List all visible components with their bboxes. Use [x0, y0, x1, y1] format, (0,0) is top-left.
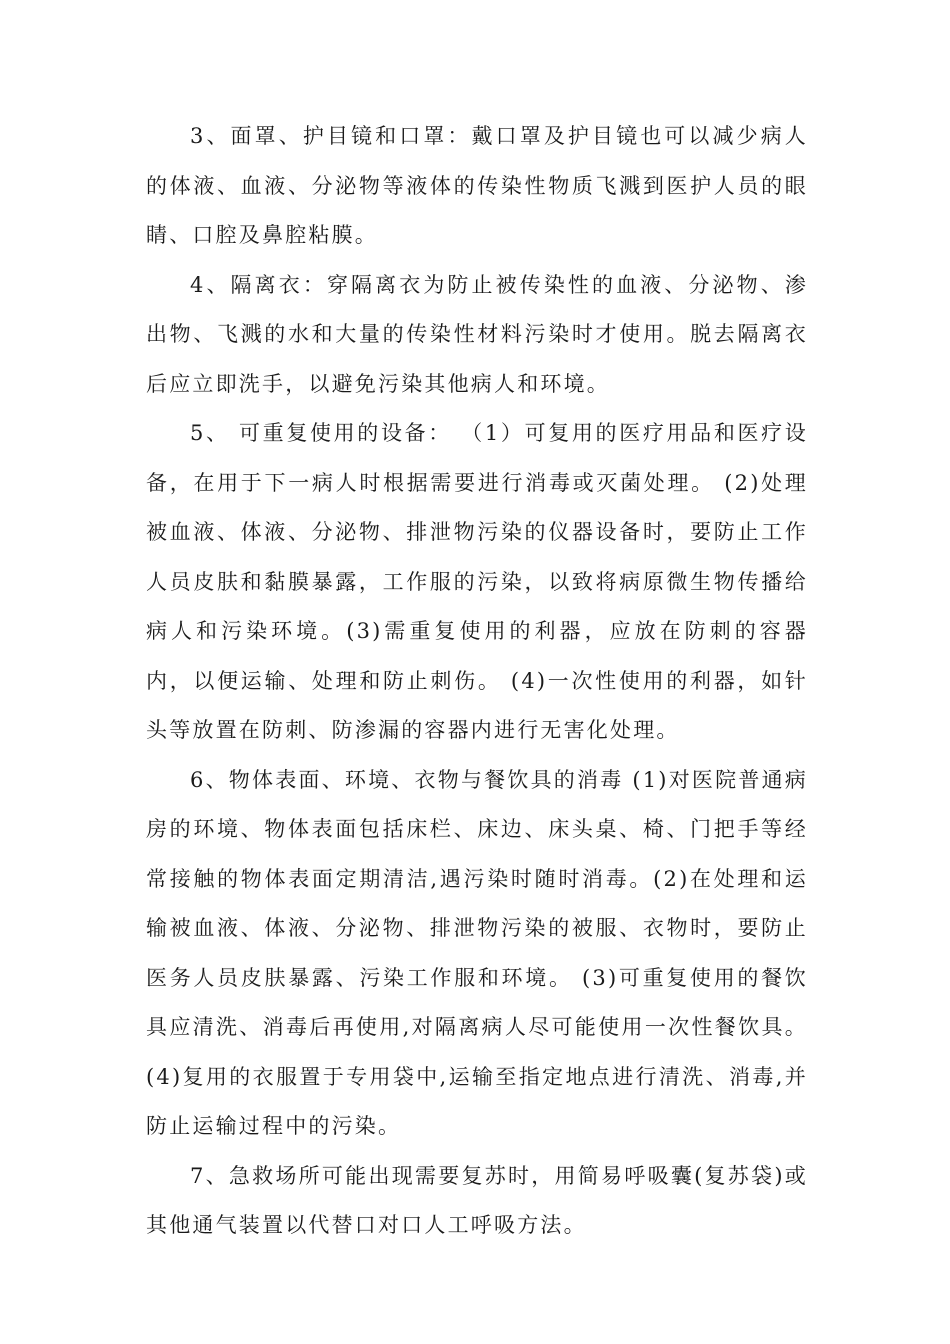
paragraph-6-surface-disinfection: 6、物体表面、环境、衣物与餐饮具的消毒 (1)对医院普通病房的环境、物体表面包括床栏、床边、床头桌、椅、门把手等经常接触的物体表面定期清洁,遇污染时随时消毒。(2)在处理和运输被血液、体液、分泌物、排泄物污染的被服、衣物时，要防止医务人员皮肤暴露、污染工作服和环境。 (3)可重复使用的餐饮具应清洗、消毒后再使用,对隔离病人尽可能使用一次性餐饮具。 (4)复用的衣服置于专用袋中,运输至指定地点进行清洗、消毒,并防止运输过程中的污染。: [146, 767, 808, 1138]
paragraph-7-resuscitation: 7、急救场所可能出现需要复苏时，用简易呼吸囊(复苏袋)或其他通气装置以代替口对口人工呼吸方法。: [146, 1163, 808, 1237]
document-body: [146, 112, 808, 1251]
paragraph-3-masks-goggles: 3、面罩、护目镜和口罩：戴口罩及护目镜也可以减少病人的体液、血液、分泌物等液体的传染性物质飞溅到医护人员的眼睛、口腔及鼻腔粘膜。: [146, 124, 808, 247]
paragraph-4-isolation-gown: 4、隔离衣：穿隔离衣为防止被传染性的血液、分泌物、渗出物、飞溅的水和大量的传染性材料污染时才使用。脱去隔离衣后应立即洗手，以避免污染其他病人和环境。: [146, 272, 808, 396]
paragraph-5-reusable-equipment: 5、 可重复使用的设备： （1）可复用的医疗用品和医疗设备，在用于下一病人时根据需要进行消毒或灭菌处理。 (2)处理被血液、体液、分泌物、排泄物污染的仪器设备时，要防止工作人员皮肤和黏膜暴露，工作服的污染，以致将病原微生物传播给病人和污染环境。(3)需重复使用的利器，应放在防刺的容器内，以便运输、处理和防止刺伤。 (4)一次性使用的利器，如针头等放置在防刺、防渗漏的容器内进行无害化处理。: [146, 421, 808, 742]
